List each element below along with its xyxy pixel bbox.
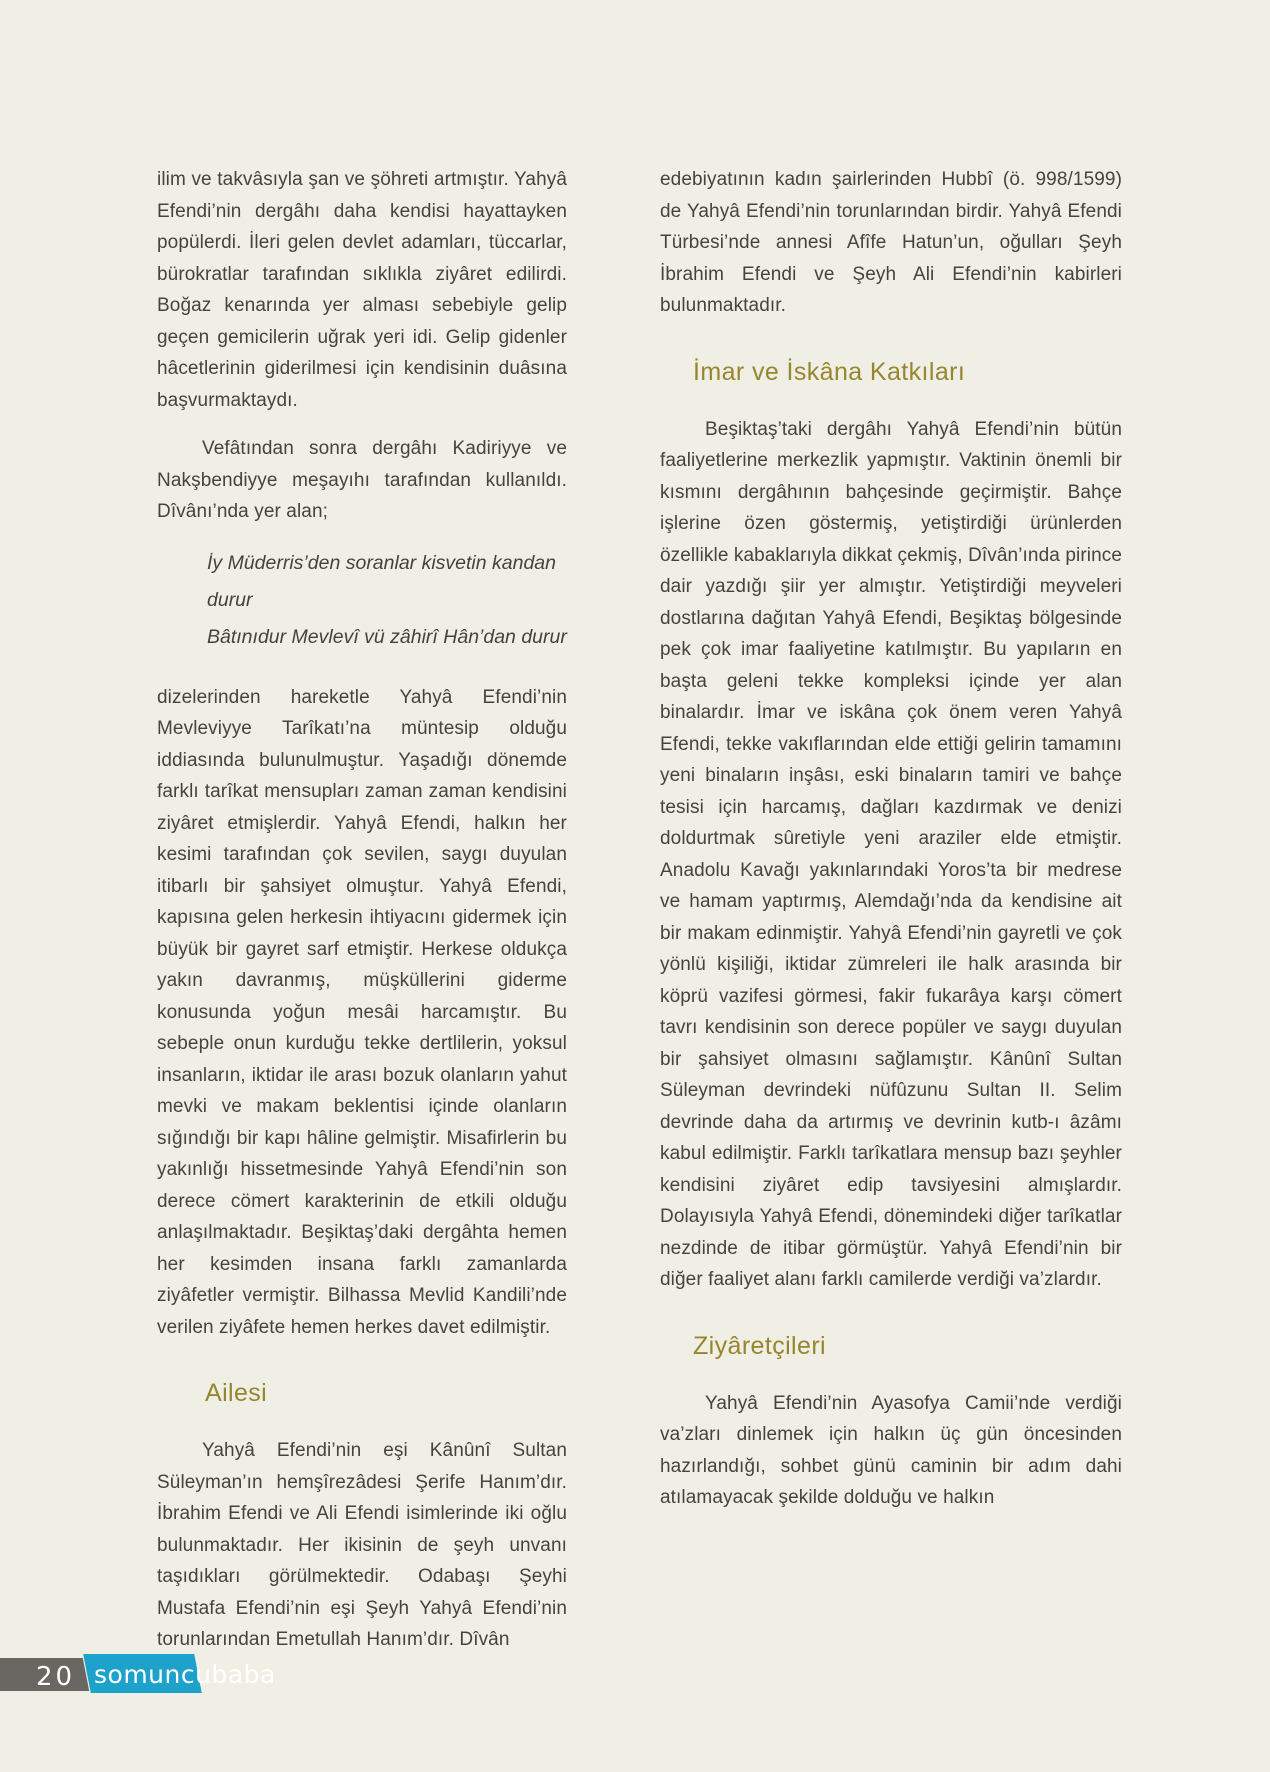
page-number: 20: [36, 1662, 76, 1692]
left-column: [157, 164, 567, 1673]
paragraph: Yahyâ Efendi’nin Ayasofya Camii’nde verdiği va’zları dinlemek için halkın üç gün öncesinden hazırlandığı, sohbet günü caminin bir adım dahi atılamayacak şekilde dolduğu ve halkın: [660, 1392, 1122, 1508]
paragraph: dizelerinden hareketle Yahyâ Efendi’nin Mevleviyye Tarîkatı’na müntesip olduğu iddiasında bulunulmuştur. Yaşadığı dönemde farklı tarîkat mensupları zaman zaman kendisini ziyâret etmişlerdir. Yahyâ Efendi, halkın her kesimi tarafından çok sevilen, saygı duyulan itibarlı bir şahsiyet olmuştur. Yahyâ Efendi, kapısına gelen herkesin ihtiyacını gidermek için büyük bir gayret sarf etmiştir. Herkese oldukça yakın davranmış, müşküllerini giderme konusunda yoğun mesâi harcamıştır. Bu sebeple onun kurduğu tekke dertlilerin, yoksul insanların, iktidar ile arası bozuk olanların yahut mevki ve makam beklentisi içinde olanların sığındığı bir kapı hâline gelmiştir. Misafirlerin bu yakınlığı hissetmesinde Yahyâ Efendi’nin son derece cömert karakterinin de etkili olduğu anlaşılmaktadır. Beşiktaş’daki dergâhta hemen her kesimden insana farklı zamanlarda ziyâfetler vermiştir. Bilhassa Mevlid Kandili’nde verilen ziyâfete hemen herkes davet edilmiştir.: [157, 686, 567, 1338]
brand-logo: somuncubaba: [94, 1660, 276, 1689]
section-heading-ziyaretcileri: Ziyâretçileri: [693, 1331, 826, 1360]
paragraph: ilim ve takvâsıyla şan ve şöhreti artmıştır. Yahyâ Efendi’nin dergâhı daha kendisi hayattayken popülerdi. İleri gelen devlet adamları, tüccarlar, bürokratlar tarafından sıklıkla ziyâret edilirdi. Boğaz kenarında yer alması sebebiyle gelip geçen gemicilerin uğrak yeri idi. Gelip gidenler hâcetlerinin giderilmesi için kendisinin duâsına başvurmaktaydı.: [157, 169, 567, 411]
paragraph: Yahyâ Efendi’nin eşi Kânûnî Sultan Süleyman’ın hemşîrezâdesi Şerife Hanım’dır. İbrahim Efendi ve Ali Efendi isimlerinde iki oğlu bulunmaktadır. Her ikisinin de şeyh unvanı taşıdıkları görülmektedir. Odabaşı Şeyhi Mustafa Efendi’nin eşi Şeyh Yahyâ Efendi’nin torunlarından Emetullah Hanım’dır. Dîvân: [157, 1440, 567, 1650]
section-heading-ailesi: Ailesi: [205, 1379, 268, 1407]
paragraph: edebiyatının kadın şairlerinden Hubbî (ö. 998/1599) de Yahyâ Efendi’nin torunlarından birdir. Yahyâ Efendi Türbesi’nde annesi Afîfe Hatun’un, oğulları Şeyh İbrahim Efendi ve Şeyh Ali Efendi’nin kabirleri bulunmaktadır.: [660, 169, 1122, 316]
right-column: [660, 164, 1122, 1531]
verse-couplet: [207, 545, 567, 656]
paragraph: Beşiktaş’taki dergâhı Yahyâ Efendi’nin bütün faaliyetlerine merkezlik yapmıştır. Vaktinin önemli bir kısmını dergâhının bahçesinde geçirmiştir. Bahçe işlerine özen göstermiş, yetiştirdiği ürünlerden özellikle kabaklarıyla dikkat çekmiş, Dîvân’ında pirince dair yazdığı şiir yer almıştır. Yetiştirdiği meyveleri dostlarına dağıtan Yahyâ Efendi, Beşiktaş bölgesinde pek çok imar faaliyetine katılmıştır. Bu yapıların en başta geleni tekke kompleksi içinde yer alan binalardır. İmar ve iskâna çok önem veren Yahyâ Efendi, tekke vakıflarından elde ettiği gelirin tamamını yeni binaların inşâsı, eski binaların tamiri ve bahçe tesisi için harcamış, dağları kazdırmak ve denizi doldurtmak sûretiyle yeni araziler elde etmiştir. Anadolu Kavağı yakınlarındaki Yoros’ta bir medrese ve hamam yaptırmış, Alemdağı’nda da kendisine ait bir makam edinmiştir. Yahyâ Efendi’nin gayretli ve çok yönlü kişiliği, iktidar zümreleri ile halk arasında bir köprü vazifesi görmesi, fakir fukarâya karşı cömert tavrı kendisinin son derece popüler ve saygı duyulan bir şahsiyet olmasını sağlamıştır. Kânûnî Sultan Süleyman devrindeki nüfûzunu Sultan II. Selim devrinde daha da artırmış ve devrinin kutb-ı âzâmı kabul edilmiştir. Farklı tarîkatlara mensup bazı şeyhler kendisini ziyâret edip tavsiyesini almışlardır. Dolayısıyla Yahyâ Efendi, dönemindeki diğer tarîkatlar nezdinde de itibar görmüştür. Yahyâ Efendi’nin bir diğer faaliyet alanı farklı camilerde verdiği va’zlardır.: [660, 418, 1122, 1290]
verse-line: İy Müderris’den soranlar kisvetin kandan durur: [207, 551, 557, 611]
section-heading-imar-ve-iskana-katkilari: İmar ve İskâna Katkıları: [693, 357, 966, 386]
paragraph: Vefâtından sonra dergâhı Kadiriyye ve Nakşbendiyye meşayıhı tarafından kullanıldı. Dîvânı’nda yer alan;: [157, 438, 567, 522]
verse-line: Bâtınıdur Mevlevî vü zâhirî Hân’dan durur: [207, 625, 567, 648]
